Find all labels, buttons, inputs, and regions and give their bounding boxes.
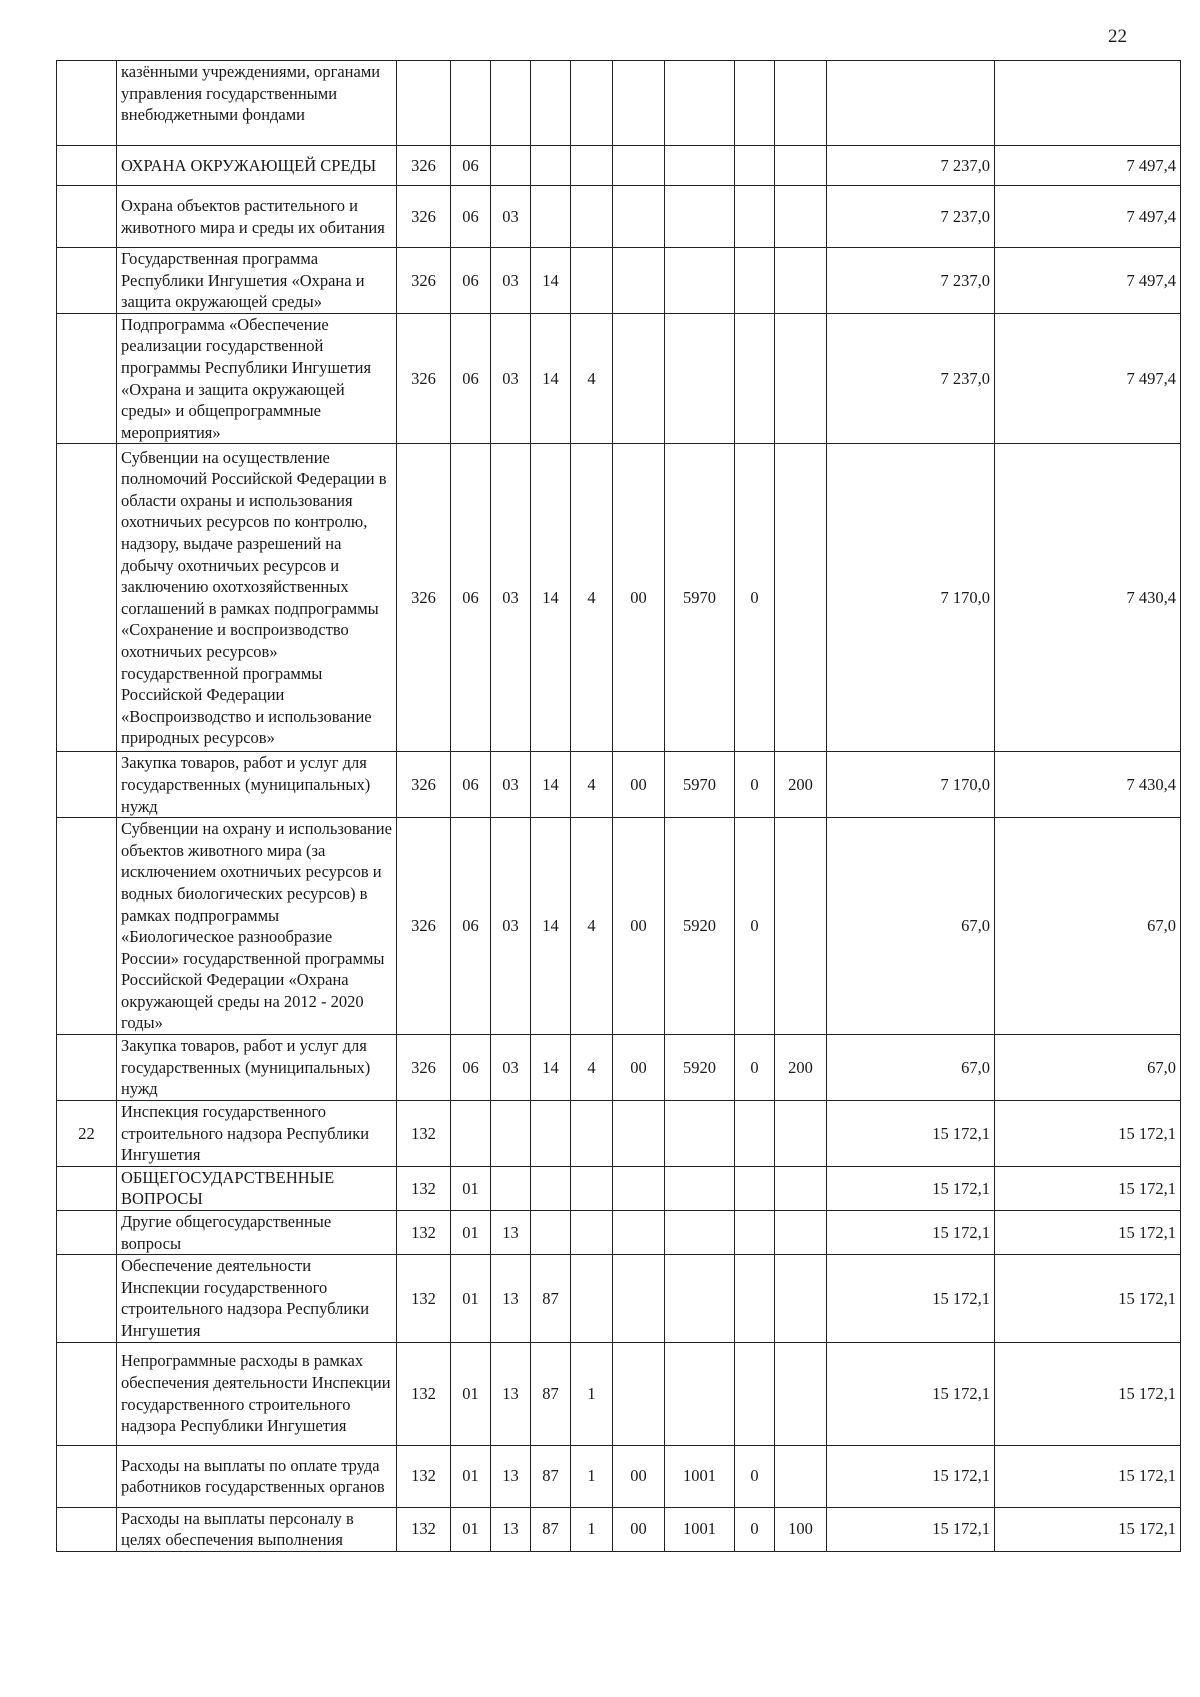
csr-suffix-cell <box>735 1342 775 1445</box>
table-row <box>57 61 1181 146</box>
sum-2-cell: 15 172,1 <box>995 1100 1181 1166</box>
row-number-cell <box>57 146 117 186</box>
csr-subprogram-cell <box>571 1255 613 1342</box>
csr-group-cell: 00 <box>613 1507 665 1551</box>
csr-group-cell <box>613 313 665 444</box>
table-row <box>57 818 1181 1035</box>
csr-program-cell: 87 <box>531 1507 571 1551</box>
pr-code-cell: 03 <box>491 444 531 752</box>
ved-code-cell <box>397 61 451 146</box>
table-row <box>57 186 1181 248</box>
csr-suffix-cell <box>735 1100 775 1166</box>
item-name-cell: Подпрограмма «Обеспечение реализации государственной программы Республики Ингушетия «Охрана и защита окружающей среды» и общепрограммные мероприятия» <box>117 313 397 444</box>
csr-group-cell: 00 <box>613 818 665 1035</box>
pr-code-cell: 03 <box>491 313 531 444</box>
table-row <box>57 1445 1181 1507</box>
csr-suffix-cell <box>735 1211 775 1255</box>
item-name-cell: Закупка товаров, работ и услуг для государственных (муниципальных) нужд <box>117 1035 397 1101</box>
sum-2-cell: 15 172,1 <box>995 1507 1181 1551</box>
ved-code-cell: 326 <box>397 1035 451 1101</box>
csr-group-cell: 00 <box>613 1445 665 1507</box>
table-row <box>57 248 1181 314</box>
csr-suffix-cell: 0 <box>735 752 775 818</box>
table-row <box>57 1035 1181 1101</box>
csr-suffix-cell: 0 <box>735 444 775 752</box>
row-number-cell <box>57 1255 117 1342</box>
csr-program-cell <box>531 146 571 186</box>
sum-1-cell: 7 237,0 <box>827 313 995 444</box>
pr-code-cell <box>491 61 531 146</box>
csr-subprogram-cell: 4 <box>571 313 613 444</box>
vr-code-cell <box>775 1166 827 1210</box>
rz-code-cell: 06 <box>451 752 491 818</box>
csr-direction-cell <box>665 248 735 314</box>
sum-2-cell: 7 497,4 <box>995 248 1181 314</box>
csr-suffix-cell: 0 <box>735 1035 775 1101</box>
row-number-cell <box>57 186 117 248</box>
csr-program-cell: 14 <box>531 248 571 314</box>
rz-code-cell: 01 <box>451 1507 491 1551</box>
sum-2-cell: 7 497,4 <box>995 186 1181 248</box>
csr-subprogram-cell: 1 <box>571 1342 613 1445</box>
csr-subprogram-cell: 4 <box>571 818 613 1035</box>
csr-subprogram-cell <box>571 1100 613 1166</box>
sum-1-cell: 67,0 <box>827 818 995 1035</box>
csr-group-cell <box>613 146 665 186</box>
csr-subprogram-cell <box>571 146 613 186</box>
page-number: 22 <box>1108 26 1127 47</box>
sum-1-cell: 7 237,0 <box>827 186 995 248</box>
vr-code-cell <box>775 1255 827 1342</box>
csr-suffix-cell: 0 <box>735 1507 775 1551</box>
vr-code-cell <box>775 818 827 1035</box>
vr-code-cell: 100 <box>775 1507 827 1551</box>
csr-direction-cell: 5970 <box>665 444 735 752</box>
item-name-cell: Непрограммные расходы в рамках обеспечения деятельности Инспекции государственного строительного надзора Республики Ингушетия <box>117 1342 397 1445</box>
ved-code-cell: 132 <box>397 1100 451 1166</box>
table-row <box>57 1255 1181 1342</box>
csr-group-cell <box>613 1255 665 1342</box>
sum-1-cell: 15 172,1 <box>827 1100 995 1166</box>
pr-code-cell: 03 <box>491 818 531 1035</box>
sum-2-cell: 7 430,4 <box>995 752 1181 818</box>
csr-direction-cell <box>665 1211 735 1255</box>
sum-2-cell: 15 172,1 <box>995 1342 1181 1445</box>
item-name-cell: Инспекция государственного строительного надзора Республики Ингушетия <box>117 1100 397 1166</box>
ved-code-cell: 326 <box>397 818 451 1035</box>
vr-code-cell: 200 <box>775 1035 827 1101</box>
item-name-cell: Субвенции на осуществление полномочий Российской Федерации в области охраны и использования охотничьих ресурсов по контролю, надзору, выдаче разрешений на добычу охотничьих ресурсов и заключению охотхозяйственных соглашений в рамках подпрограммы «Сохранение и воспроизводство охотничьих ресурсов» государственной программы Российской Федерации «Воспроизводство и использование природных ресурсов» <box>117 444 397 752</box>
row-number-cell <box>57 1166 117 1210</box>
sum-2-cell: 67,0 <box>995 818 1181 1035</box>
csr-group-cell <box>613 1211 665 1255</box>
csr-group-cell <box>613 1100 665 1166</box>
sum-1-cell: 7 170,0 <box>827 752 995 818</box>
rz-code-cell: 06 <box>451 313 491 444</box>
csr-suffix-cell <box>735 1166 775 1210</box>
rz-code-cell: 01 <box>451 1255 491 1342</box>
csr-program-cell <box>531 1166 571 1210</box>
csr-subprogram-cell: 1 <box>571 1445 613 1507</box>
csr-subprogram-cell: 1 <box>571 1507 613 1551</box>
sum-1-cell: 7 237,0 <box>827 146 995 186</box>
csr-direction-cell: 5920 <box>665 1035 735 1101</box>
row-number-cell: 22 <box>57 1100 117 1166</box>
csr-suffix-cell <box>735 186 775 248</box>
vr-code-cell <box>775 313 827 444</box>
sum-2-cell <box>995 61 1181 146</box>
pr-code-cell <box>491 1166 531 1210</box>
row-number-cell <box>57 61 117 146</box>
pr-code-cell: 03 <box>491 248 531 314</box>
pr-code-cell <box>491 1100 531 1166</box>
table-row <box>57 313 1181 444</box>
sum-2-cell: 7 497,4 <box>995 146 1181 186</box>
csr-group-cell <box>613 186 665 248</box>
table-row <box>57 1507 1181 1551</box>
csr-suffix-cell: 0 <box>735 1445 775 1507</box>
rz-code-cell: 06 <box>451 248 491 314</box>
csr-program-cell: 87 <box>531 1445 571 1507</box>
rz-code-cell: 01 <box>451 1445 491 1507</box>
item-name-cell: казёнными учреждениями, органами управления государственными внебюджетными фондами <box>117 61 397 146</box>
csr-group-cell: 00 <box>613 752 665 818</box>
rz-code-cell: 01 <box>451 1211 491 1255</box>
row-number-cell <box>57 1211 117 1255</box>
row-number-cell <box>57 1445 117 1507</box>
rz-code-cell: 01 <box>451 1166 491 1210</box>
vr-code-cell <box>775 1211 827 1255</box>
ved-code-cell: 326 <box>397 248 451 314</box>
sum-2-cell: 67,0 <box>995 1035 1181 1101</box>
sum-2-cell: 7 430,4 <box>995 444 1181 752</box>
table-row <box>57 146 1181 186</box>
csr-program-cell <box>531 1100 571 1166</box>
csr-suffix-cell <box>735 313 775 444</box>
rz-code-cell <box>451 1100 491 1166</box>
rz-code-cell <box>451 61 491 146</box>
rz-code-cell: 06 <box>451 444 491 752</box>
csr-group-cell <box>613 61 665 146</box>
table-row <box>57 1100 1181 1166</box>
csr-direction-cell: 1001 <box>665 1445 735 1507</box>
csr-program-cell: 14 <box>531 313 571 444</box>
csr-subprogram-cell <box>571 1211 613 1255</box>
vr-code-cell <box>775 248 827 314</box>
csr-direction-cell: 5920 <box>665 818 735 1035</box>
csr-subprogram-cell: 4 <box>571 1035 613 1101</box>
item-name-cell: ОХРАНА ОКРУЖАЮЩЕЙ СРЕДЫ <box>117 146 397 186</box>
csr-direction-cell <box>665 1342 735 1445</box>
rz-code-cell: 06 <box>451 1035 491 1101</box>
ved-code-cell: 132 <box>397 1255 451 1342</box>
csr-direction-cell <box>665 1166 735 1210</box>
csr-program-cell: 87 <box>531 1255 571 1342</box>
csr-program-cell: 14 <box>531 1035 571 1101</box>
table-row <box>57 1342 1181 1445</box>
ved-code-cell: 132 <box>397 1445 451 1507</box>
pr-code-cell <box>491 146 531 186</box>
sum-1-cell: 15 172,1 <box>827 1166 995 1210</box>
pr-code-cell: 13 <box>491 1342 531 1445</box>
sum-1-cell: 15 172,1 <box>827 1445 995 1507</box>
row-number-cell <box>57 248 117 314</box>
item-name-cell: Расходы на выплаты по оплате труда работников государственных органов <box>117 1445 397 1507</box>
ved-code-cell: 326 <box>397 146 451 186</box>
table-row <box>57 1166 1181 1210</box>
row-number-cell <box>57 752 117 818</box>
csr-suffix-cell <box>735 248 775 314</box>
csr-direction-cell <box>665 313 735 444</box>
table-row <box>57 444 1181 752</box>
csr-suffix-cell <box>735 146 775 186</box>
sum-1-cell: 7 237,0 <box>827 248 995 314</box>
csr-direction-cell <box>665 61 735 146</box>
ved-code-cell: 132 <box>397 1342 451 1445</box>
pr-code-cell: 13 <box>491 1445 531 1507</box>
csr-direction-cell: 5970 <box>665 752 735 818</box>
pr-code-cell: 03 <box>491 752 531 818</box>
sum-2-cell: 7 497,4 <box>995 313 1181 444</box>
vr-code-cell <box>775 1342 827 1445</box>
vr-code-cell <box>775 146 827 186</box>
vr-code-cell <box>775 1445 827 1507</box>
csr-group-cell <box>613 248 665 314</box>
item-name-cell: Обеспечение деятельности Инспекции государственного строительного надзора Республики Ингушетия <box>117 1255 397 1342</box>
vr-code-cell <box>775 186 827 248</box>
row-number-cell <box>57 1035 117 1101</box>
csr-direction-cell <box>665 1100 735 1166</box>
sum-1-cell <box>827 61 995 146</box>
ved-code-cell: 326 <box>397 313 451 444</box>
item-name-cell: Государственная программа Республики Ингушетия «Охрана и защита окружающей среды» <box>117 248 397 314</box>
csr-subprogram-cell <box>571 186 613 248</box>
sum-1-cell: 15 172,1 <box>827 1211 995 1255</box>
table-row <box>57 752 1181 818</box>
row-number-cell <box>57 818 117 1035</box>
sum-1-cell: 15 172,1 <box>827 1255 995 1342</box>
ved-code-cell: 132 <box>397 1507 451 1551</box>
pr-code-cell: 03 <box>491 186 531 248</box>
vr-code-cell: 200 <box>775 752 827 818</box>
csr-program-cell: 14 <box>531 752 571 818</box>
sum-2-cell: 15 172,1 <box>995 1211 1181 1255</box>
sum-2-cell: 15 172,1 <box>995 1255 1181 1342</box>
budget-table <box>56 60 1181 1552</box>
csr-group-cell: 00 <box>613 1035 665 1101</box>
rz-code-cell: 06 <box>451 818 491 1035</box>
csr-program-cell <box>531 1211 571 1255</box>
csr-suffix-cell <box>735 61 775 146</box>
csr-suffix-cell: 0 <box>735 818 775 1035</box>
row-number-cell <box>57 313 117 444</box>
item-name-cell: Другие общегосударственные вопросы <box>117 1211 397 1255</box>
rz-code-cell: 06 <box>451 146 491 186</box>
ved-code-cell: 132 <box>397 1166 451 1210</box>
csr-group-cell <box>613 1342 665 1445</box>
vr-code-cell <box>775 1100 827 1166</box>
ved-code-cell: 132 <box>397 1211 451 1255</box>
csr-program-cell: 87 <box>531 1342 571 1445</box>
sum-1-cell: 67,0 <box>827 1035 995 1101</box>
csr-direction-cell <box>665 186 735 248</box>
ved-code-cell: 326 <box>397 752 451 818</box>
csr-direction-cell <box>665 1255 735 1342</box>
item-name-cell: Охрана объектов растительного и животного мира и среды их обитания <box>117 186 397 248</box>
csr-subprogram-cell: 4 <box>571 752 613 818</box>
csr-group-cell: 00 <box>613 444 665 752</box>
pr-code-cell: 03 <box>491 1035 531 1101</box>
ved-code-cell: 326 <box>397 444 451 752</box>
csr-program-cell <box>531 186 571 248</box>
sum-1-cell: 7 170,0 <box>827 444 995 752</box>
csr-direction-cell: 1001 <box>665 1507 735 1551</box>
vr-code-cell <box>775 61 827 146</box>
csr-suffix-cell <box>735 1255 775 1342</box>
csr-subprogram-cell <box>571 1166 613 1210</box>
item-name-cell: Закупка товаров, работ и услуг для государственных (муниципальных) нужд <box>117 752 397 818</box>
table-row <box>57 1211 1181 1255</box>
csr-subprogram-cell: 4 <box>571 444 613 752</box>
csr-program-cell: 14 <box>531 444 571 752</box>
row-number-cell <box>57 1507 117 1551</box>
sum-1-cell: 15 172,1 <box>827 1342 995 1445</box>
row-number-cell <box>57 1342 117 1445</box>
rz-code-cell: 06 <box>451 186 491 248</box>
csr-direction-cell <box>665 146 735 186</box>
vr-code-cell <box>775 444 827 752</box>
ved-code-cell: 326 <box>397 186 451 248</box>
row-number-cell <box>57 444 117 752</box>
csr-program-cell <box>531 61 571 146</box>
csr-group-cell <box>613 1166 665 1210</box>
pr-code-cell: 13 <box>491 1255 531 1342</box>
pr-code-cell: 13 <box>491 1507 531 1551</box>
item-name-cell: Субвенции на охрану и использование объектов животного мира (за исключением охотничьих ресурсов и водных биологических ресурсов) в рамках подпрограммы «Биологическое разнообразие России» государственной программы Российской Федерации «Охрана окружающей среды на 2012 - 2020 годы» <box>117 818 397 1035</box>
sum-2-cell: 15 172,1 <box>995 1445 1181 1507</box>
pr-code-cell: 13 <box>491 1211 531 1255</box>
csr-program-cell: 14 <box>531 818 571 1035</box>
sum-1-cell: 15 172,1 <box>827 1507 995 1551</box>
csr-subprogram-cell <box>571 61 613 146</box>
rz-code-cell: 01 <box>451 1342 491 1445</box>
item-name-cell: ОБЩЕГОСУДАРСТВЕННЫЕ ВОПРОСЫ <box>117 1166 397 1210</box>
sum-2-cell: 15 172,1 <box>995 1166 1181 1210</box>
item-name-cell: Расходы на выплаты персоналу в целях обеспечения выполнения <box>117 1507 397 1551</box>
csr-subprogram-cell <box>571 248 613 314</box>
